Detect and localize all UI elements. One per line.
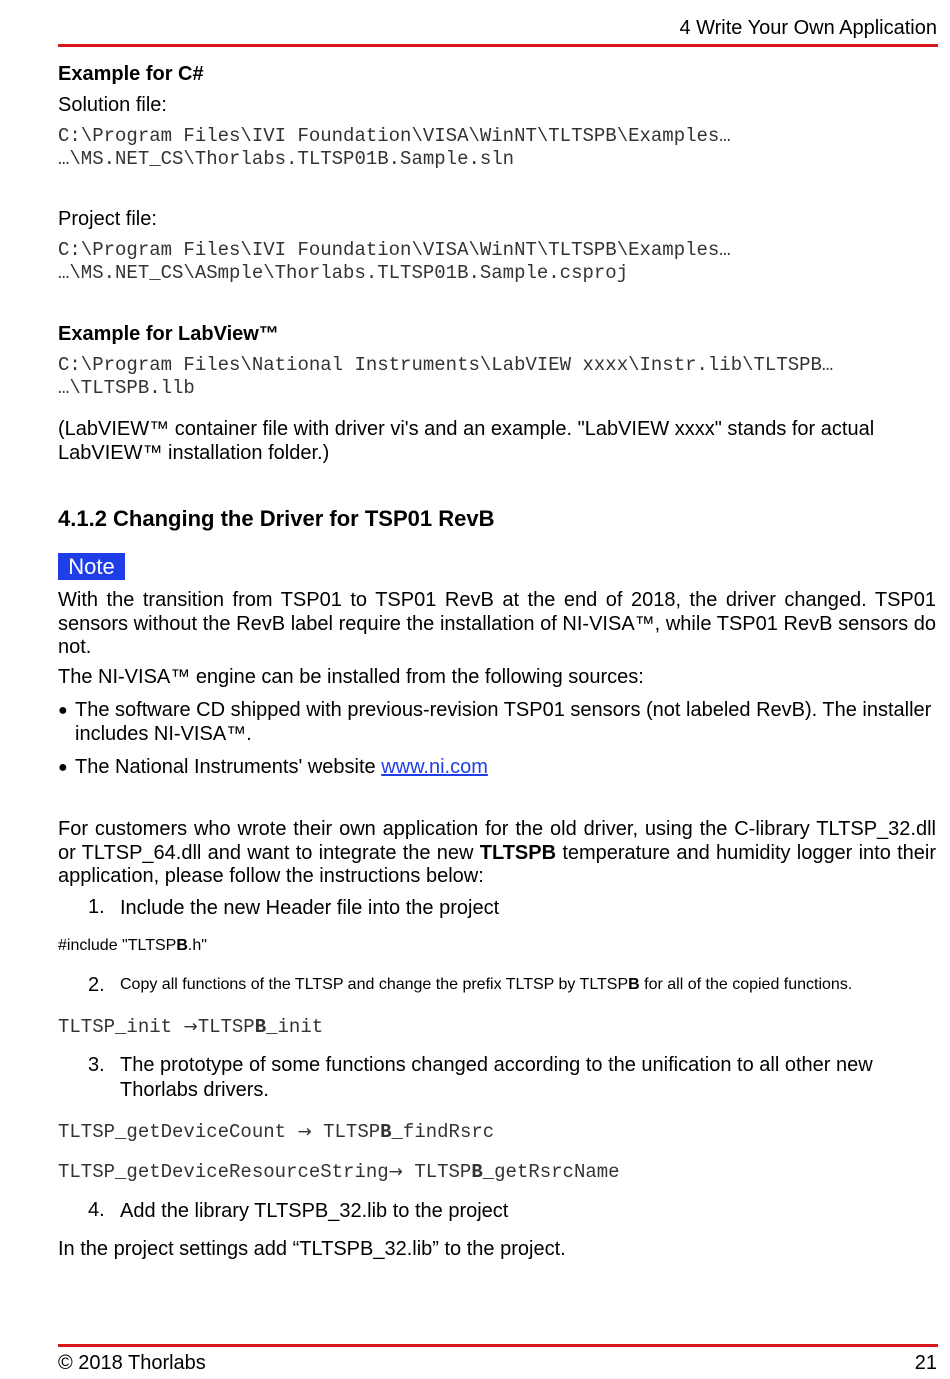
step-text: The prototype of some functions changed according to the unification to all other new Thorlabs drivers. xyxy=(120,1054,873,1101)
bullet-icon: ● xyxy=(58,759,68,776)
step-text-post: for all of the copied functions. xyxy=(639,976,853,993)
solution-file-label: Solution file: xyxy=(58,94,167,116)
project-file-path-line2: …\MS.NET_CS\ASmple\Thorlabs.TLTSP01B.Sample.csproj xyxy=(58,262,629,284)
arrow-right-icon: → xyxy=(297,1122,312,1142)
note-text: With the transition from TSP01 to TSP01 RevB at the end of 2018, the driver changed. TSP01 sensors without the RevB label require the installation of NI-VISA™, while TSP01 RevB sensors do not. xyxy=(58,589,936,658)
step-text-pre: Copy all functions of the TLTSP and change the prefix TLTSP by TLTSP xyxy=(120,976,629,993)
count-mapping-line xyxy=(58,1121,494,1144)
footer-divider xyxy=(58,1344,938,1347)
step-number: 4. xyxy=(88,1199,105,1221)
bullet-icon: ● xyxy=(58,702,68,719)
step-text-bold: B xyxy=(628,976,640,993)
init-old-name: TLTSP_init xyxy=(58,1016,173,1038)
project-file-path-line1: C:\Program Files\IVI Foundation\VISA\WinNT\TLTSPB\Examples… xyxy=(58,239,731,261)
init-new-post: _init xyxy=(266,1016,324,1038)
labview-example-heading: Example for LabView™ xyxy=(58,323,279,345)
section-heading: 4.1.2 Changing the Driver for TSP01 RevB xyxy=(58,506,495,531)
page-header-title: 4 Write Your Own Application xyxy=(679,17,937,39)
init-new-pre: TLTSP xyxy=(197,1016,255,1038)
note-badge: Note xyxy=(58,553,125,580)
solution-file-path-line1: C:\Program Files\IVI Foundation\VISA\WinNT\TLTSPB\Examples… xyxy=(58,125,731,147)
res-new-bold: B xyxy=(471,1161,483,1183)
resource-mapping-line xyxy=(58,1161,620,1184)
footer-copyright: © 2018 Thorlabs xyxy=(58,1352,206,1374)
include-code-bold: B xyxy=(176,937,188,954)
include-code-pre: #include "TLTSP xyxy=(58,937,177,954)
labview-path-line2: …\TLTSPB.llb xyxy=(58,377,195,399)
step-text: Include the new Header file into the project xyxy=(120,897,500,919)
init-mapping-line xyxy=(58,1016,323,1039)
count-old-name: TLTSP_getDeviceCount xyxy=(58,1121,287,1143)
customers-text-post: temperature and humidity logger into their application, please follow the instructions below: xyxy=(58,841,937,887)
arrow-right-icon: → xyxy=(388,1162,403,1182)
bullet-item-cd: The software CD shipped with previous-revision TSP01 sensors (not labeled RevB). The installer includes NI-VISA™. xyxy=(75,699,932,745)
count-new-post: _findRsrc xyxy=(391,1121,495,1143)
ni-website-link[interactable]: www.ni.com xyxy=(381,756,488,778)
page-number: 21 xyxy=(914,1352,937,1374)
step-number: 2. xyxy=(88,974,105,996)
arrow-right-icon: → xyxy=(183,1017,198,1037)
count-new-bold: B xyxy=(380,1121,392,1143)
customers-text-pre: For customers who wrote their own application for the old driver, using the C-library TLTSP_32.dll or TLTSP_64.dll and want to integrate the new xyxy=(58,818,936,864)
labview-description: (LabVIEW™ container file with driver vi's and an example. "LabVIEW xxxx" stands for actual LabVIEW™ installation folder.) xyxy=(58,418,875,464)
include-code-line xyxy=(58,937,207,955)
solution-file-path-line2: …\MS.NET_CS\Thorlabs.TLTSP01B.Sample.sln xyxy=(58,148,515,170)
bullet-website-prefix: The National Instruments' website xyxy=(75,756,382,778)
final-instruction: In the project settings add “TLTSPB_32.lib” to the project. xyxy=(58,1238,566,1260)
res-old-name: TLTSP_getDeviceResourceString xyxy=(58,1161,389,1183)
res-new-post: _getRsrcName xyxy=(482,1161,620,1183)
step-number: 3. xyxy=(88,1054,105,1076)
include-code-post: .h" xyxy=(187,937,207,954)
sources-intro: The NI-VISA™ engine can be installed from the following sources: xyxy=(58,666,644,688)
count-new-pre: TLTSP xyxy=(323,1121,381,1143)
header-divider xyxy=(58,44,938,47)
customers-text-bold: TLTSPB xyxy=(479,841,557,864)
res-new-pre: TLTSP xyxy=(414,1161,472,1183)
cs-example-heading: Example for C# xyxy=(58,63,204,85)
step-text: Add the library TLTSPB_32.lib to the project xyxy=(120,1200,509,1222)
labview-path-line1: C:\Program Files\National Instruments\LabVIEW xxxx\Instr.lib\TLTSPB… xyxy=(58,354,834,376)
customers-paragraph xyxy=(58,818,936,889)
project-file-label: Project file: xyxy=(58,208,157,230)
step-number: 1. xyxy=(88,896,105,918)
bullet-item-website xyxy=(75,756,936,780)
step-text xyxy=(120,976,852,994)
init-new-bold: B xyxy=(254,1016,267,1038)
